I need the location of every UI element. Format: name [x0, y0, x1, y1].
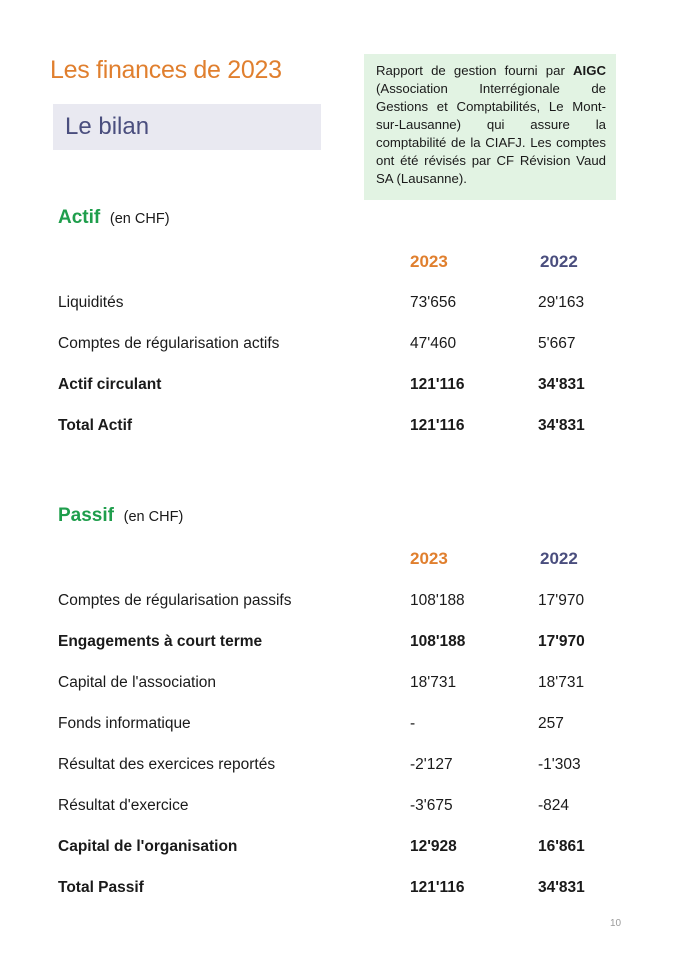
page-number: 10 [610, 918, 622, 929]
row-value-2022: 17'970 [538, 633, 585, 650]
row-value-2023: -2'127 [410, 756, 453, 773]
passif-heading-unit: (en CHF) [123, 509, 184, 525]
row-label: Résultat des exercices reportés [58, 756, 276, 773]
actif-heading [58, 202, 170, 230]
row-label: Fonds informatique [58, 715, 191, 732]
row-label: Total Passif [58, 879, 144, 896]
table-row [0, 715, 682, 737]
row-value-2022: 34'831 [538, 376, 585, 393]
row-value-2023: 108'188 [410, 592, 465, 609]
row-value-2022: 257 [538, 715, 564, 732]
table-row [0, 335, 682, 357]
info-text-bold: AIGC [573, 63, 606, 78]
row-value-2023: 121'116 [410, 879, 465, 896]
actif-year-current: 2023 [410, 252, 448, 271]
row-value-2023: - [410, 715, 416, 732]
row-value-2022: 5'667 [538, 335, 576, 352]
table-row [0, 756, 682, 778]
row-value-2023: 121'116 [410, 376, 465, 393]
row-value-2022: 18'731 [538, 674, 585, 691]
table-row [0, 294, 682, 316]
info-text-intro: Rapport de gestion fourni par [376, 63, 574, 78]
passif-heading [58, 500, 183, 528]
row-value-2022: -824 [538, 797, 570, 814]
table-row [0, 879, 682, 901]
row-label: Comptes de régularisation passifs [58, 592, 292, 609]
actif-heading-label: Actif [58, 207, 101, 228]
table-row [0, 674, 682, 696]
row-label: Comptes de régularisation actifs [58, 335, 280, 352]
row-value-2022: 17'970 [538, 592, 585, 609]
actif-year-previous: 2022 [540, 252, 578, 271]
report-info-box [364, 54, 616, 200]
table-row [0, 417, 682, 439]
passif-year-current: 2023 [410, 549, 448, 568]
page-title: Les finances de 2023 [50, 56, 282, 84]
table-row [0, 838, 682, 860]
table-row [0, 592, 682, 614]
table-row [0, 633, 682, 655]
row-value-2022: 34'831 [538, 879, 585, 896]
row-value-2023: 12'928 [410, 838, 457, 855]
actif-heading-unit: (en CHF) [109, 211, 170, 227]
row-value-2022: 29'163 [538, 294, 585, 311]
row-label: Engagements à court terme [58, 633, 263, 650]
info-text-rest: (Association Interrégionale de Gestions et Comptabilités, Le Mont-sur-Lausanne) qui assure la comptabilité de la CIAFJ. Les comptes ont été révisés par CF Révision Vaud SA (Lausanne). [376, 81, 606, 186]
row-label: Actif circulant [58, 376, 162, 393]
row-value-2022: -1'303 [538, 756, 581, 773]
passif-heading-label: Passif [58, 505, 114, 526]
passif-year-previous: 2022 [540, 549, 578, 568]
row-value-2023: -3'675 [410, 797, 453, 814]
row-value-2023: 108'188 [410, 633, 466, 650]
row-value-2022: 16'861 [538, 838, 585, 855]
section-subtitle: Le bilan [65, 113, 150, 140]
row-label: Résultat d'exercice [58, 797, 189, 814]
section-subtitle-box [53, 104, 321, 150]
row-label: Capital de l'association [58, 674, 217, 691]
row-label: Total Actif [58, 417, 133, 434]
row-value-2022: 34'831 [538, 417, 585, 434]
row-value-2023: 73'656 [410, 294, 457, 311]
row-value-2023: 18'731 [410, 674, 457, 691]
row-label: Capital de l'organisation [58, 838, 238, 855]
row-value-2023: 47'460 [410, 335, 457, 352]
row-value-2023: 121'116 [410, 417, 465, 434]
table-row [0, 797, 682, 819]
row-label: Liquidités [58, 294, 124, 311]
table-row [0, 376, 682, 398]
